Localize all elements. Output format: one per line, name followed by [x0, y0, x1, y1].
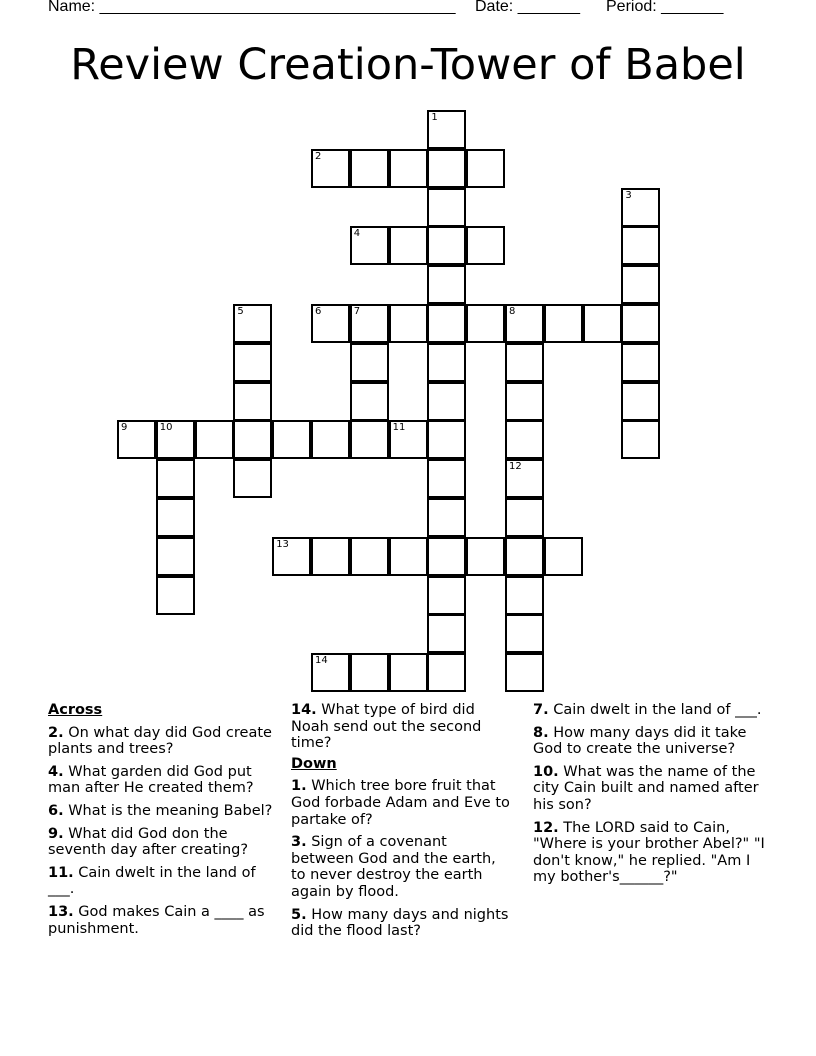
clue-number: 4 — [353, 228, 361, 240]
clues-column-3 — [533, 702, 768, 892]
grid-cell[interactable] — [311, 653, 350, 692]
grid-cell[interactable] — [350, 149, 389, 188]
grid-cell[interactable] — [233, 343, 272, 382]
grid-cell[interactable] — [156, 420, 195, 459]
grid-cell[interactable] — [427, 653, 466, 692]
clue-number: 7 — [353, 306, 361, 317]
grid-cell[interactable] — [389, 420, 428, 459]
date-field-label[interactable]: Date: _______ — [475, 0, 580, 15]
grid-cell[interactable] — [389, 304, 428, 343]
grid-cell[interactable] — [389, 537, 428, 576]
clues-column-1 — [48, 702, 276, 943]
grid-cell[interactable] — [272, 537, 311, 576]
grid-cell[interactable] — [621, 188, 660, 227]
clue-number: 8 — [509, 306, 516, 317]
grid-cell[interactable] — [272, 420, 311, 459]
grid-cell[interactable] — [505, 459, 544, 498]
clue-down-1: 1. Which tree bore fruit that God forbade Adam and Eve to partake of? — [291, 778, 510, 828]
grid-cell[interactable] — [427, 498, 466, 537]
grid-cell[interactable] — [466, 304, 505, 343]
grid-cell[interactable] — [233, 304, 272, 343]
grid-cell[interactable] — [427, 265, 466, 304]
grid-cell[interactable] — [311, 149, 350, 188]
clue-number: 5 — [237, 306, 244, 317]
grid-cell[interactable] — [505, 382, 544, 421]
grid-cell[interactable] — [311, 537, 350, 576]
grid-cell[interactable] — [427, 304, 466, 343]
grid-cell[interactable] — [233, 382, 272, 421]
grid-cell[interactable] — [466, 537, 505, 576]
grid-cell[interactable] — [505, 576, 544, 615]
grid-cell[interactable] — [505, 498, 544, 537]
grid-cell[interactable] — [505, 614, 544, 653]
clue-number: 9 — [121, 422, 128, 434]
grid-cell[interactable] — [350, 537, 389, 576]
name-field-label[interactable]: Name: ________________________________________ — [48, 0, 456, 15]
grid-cell[interactable] — [621, 304, 660, 343]
clue-across-11: 11. Cain dwelt in the land of ___. — [48, 864, 256, 898]
grid-cell[interactable] — [117, 420, 156, 459]
clue-across-6: 6. What is the meaning Babel? — [48, 802, 273, 819]
grid-cell[interactable] — [427, 382, 466, 421]
grid-cell[interactable] — [427, 226, 466, 265]
grid-cell[interactable] — [505, 304, 544, 343]
grid-cell[interactable] — [505, 343, 544, 382]
grid-cell[interactable] — [350, 226, 389, 265]
clue-across-9: 9. What did God don the seventh day after creating? — [48, 825, 249, 859]
grid-cell[interactable] — [156, 576, 195, 615]
clue-down-12: 12. The LORD said to Cain, "Where is your brother Abel?" "I don't know," he replied. "Am I my bother's______?" — [533, 819, 765, 886]
clue-number: 2 — [315, 150, 322, 162]
grid-cell[interactable] — [156, 459, 195, 498]
grid-cell[interactable] — [233, 420, 272, 459]
grid-cell[interactable] — [389, 226, 428, 265]
grid-cell[interactable] — [350, 653, 389, 692]
clue-number: 6 — [315, 306, 322, 317]
clue-across-2: 2. On what day did God create plants and trees? — [48, 724, 272, 758]
grid-cell[interactable] — [427, 459, 466, 498]
grid-cell[interactable] — [583, 304, 622, 343]
grid-cell[interactable] — [427, 343, 466, 382]
clues-column-2 — [291, 702, 513, 946]
grid-cell[interactable] — [350, 343, 389, 382]
clue-number: 11 — [392, 422, 406, 434]
grid-cell[interactable] — [311, 420, 350, 459]
grid-cell[interactable] — [466, 226, 505, 265]
clue-down-5: 5. How many days and nights did the flood last? — [291, 906, 509, 940]
grid-cell[interactable] — [427, 576, 466, 615]
clue-down-8: 8. How many days did it take God to create the universe? — [533, 724, 747, 758]
clue-number: 1 — [431, 112, 438, 123]
grid-cell[interactable] — [621, 343, 660, 382]
clue-across-4: 4. What garden did God put man after He created them? — [48, 763, 254, 797]
grid-cell[interactable] — [195, 420, 234, 459]
grid-cell[interactable] — [233, 459, 272, 498]
clue-across-14: 14. What type of bird did Noah send out the second time? — [291, 702, 482, 752]
grid-cell[interactable] — [621, 265, 660, 304]
clue-number: 13 — [276, 538, 289, 550]
clue-down-7: 7. Cain dwelt in the land of ___. — [533, 702, 762, 718]
grid-cell[interactable] — [466, 149, 505, 188]
grid-cell[interactable] — [427, 420, 466, 459]
clue-number: 10 — [159, 422, 173, 434]
grid-cell[interactable] — [427, 110, 466, 149]
clue-number: 12 — [509, 461, 522, 473]
grid-cell[interactable] — [544, 537, 583, 576]
grid-cell[interactable] — [621, 420, 660, 459]
grid-cell[interactable] — [621, 226, 660, 265]
page-title: Review Creation-Tower of Babel — [70, 40, 746, 90]
grid-cell[interactable] — [505, 420, 544, 459]
clue-number: 14 — [315, 655, 328, 667]
grid-cell[interactable] — [427, 149, 466, 188]
grid-cell[interactable] — [350, 304, 389, 343]
period-field-label[interactable]: Period: _______ — [606, 0, 724, 15]
grid-cell[interactable] — [389, 149, 428, 188]
grid-cell[interactable] — [427, 188, 466, 227]
grid-cell[interactable] — [389, 653, 428, 692]
grid-cell[interactable] — [427, 614, 466, 653]
grid-cell[interactable] — [311, 304, 350, 343]
across-heading: Across — [48, 702, 103, 718]
grid-cell[interactable] — [505, 653, 544, 692]
grid-cell[interactable] — [156, 498, 195, 537]
grid-cell[interactable] — [350, 420, 389, 459]
clue-across-13: 13. God makes Cain a ____ as punishment. — [48, 903, 265, 937]
grid-cell[interactable] — [427, 537, 466, 576]
grid-cell[interactable] — [621, 382, 660, 421]
clue-number: 3 — [625, 189, 632, 201]
clue-down-3: 3. Sign of a covenant between God and the earth, to never destroy the earth again by flood. — [291, 834, 496, 900]
grid-cell[interactable] — [544, 304, 583, 343]
clue-down-10: 10. What was the name of the city Cain built and named after his son? — [533, 763, 759, 813]
grid-cell[interactable] — [156, 537, 195, 576]
down-heading: Down — [291, 755, 337, 772]
grid-cell[interactable] — [505, 537, 544, 576]
grid-cell[interactable] — [350, 382, 389, 421]
